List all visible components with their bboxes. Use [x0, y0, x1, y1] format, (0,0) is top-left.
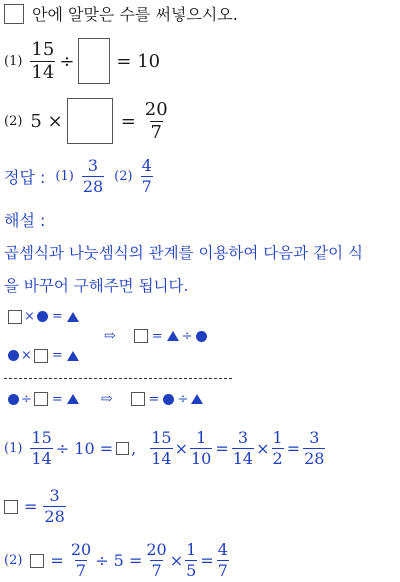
circle-icon	[196, 331, 207, 342]
fraction	[43, 488, 65, 525]
problem-1-label: (1)	[4, 53, 23, 69]
fraction	[232, 430, 254, 467]
fraction-numerator: 20	[144, 98, 168, 120]
fraction-denominator: 5	[186, 561, 197, 580]
fraction-numerator: 20	[70, 540, 92, 559]
fraction-numerator: 4	[217, 540, 228, 559]
fraction-numerator: 15	[151, 428, 172, 447]
equals-sign: =	[286, 439, 301, 458]
equals-sign: =	[24, 497, 38, 516]
box-icon	[30, 554, 44, 568]
circle-icon	[8, 350, 19, 361]
fraction-denominator: 28	[44, 507, 65, 526]
fraction-numerator: 15	[31, 428, 52, 447]
work-2-label: (2)	[4, 553, 23, 568]
box-icon	[116, 442, 129, 455]
diagram-row-2	[8, 348, 79, 363]
fraction-numerator: 3	[237, 428, 249, 447]
problem-1-fraction	[30, 38, 55, 83]
equals-sign: =	[51, 391, 63, 407]
equals-sign: =	[215, 439, 229, 458]
fraction-numerator: 3	[49, 486, 60, 505]
comma: ,	[131, 439, 137, 458]
instruction-row	[4, 2, 238, 25]
circle-icon	[163, 394, 174, 405]
fraction-numerator: 1	[186, 540, 197, 559]
work-1-result	[4, 488, 66, 525]
divide-sign: ÷	[21, 391, 32, 407]
fraction	[70, 542, 92, 579]
answer-1-fraction	[82, 158, 104, 195]
arrow-icon: ⇨	[100, 391, 113, 407]
fraction	[185, 542, 197, 579]
times-sign: ×	[24, 309, 35, 324]
triangle-icon	[167, 331, 179, 341]
work-2	[4, 542, 229, 579]
equals-sign: =	[50, 551, 64, 570]
arrow-icon: ⇨	[104, 328, 116, 344]
box-icon	[134, 329, 148, 343]
divide-five: ÷ 5 =	[95, 551, 143, 570]
triangle-icon	[67, 312, 79, 322]
triangle-icon	[67, 394, 79, 404]
problem-1-rhs: = 10	[116, 50, 161, 72]
solution-title: 해설 :	[4, 211, 46, 230]
divide-sign: ÷	[177, 391, 189, 407]
fraction	[190, 430, 212, 467]
problem-2-fraction	[144, 98, 169, 143]
circle-icon	[37, 311, 48, 322]
box-icon	[8, 310, 22, 324]
answer-2-fraction	[141, 158, 153, 195]
triangle-icon	[191, 394, 203, 404]
fraction	[303, 430, 325, 467]
times-sign: ×	[174, 439, 188, 458]
divide-sign: ÷	[181, 328, 193, 344]
equals-sign: =	[200, 551, 214, 570]
blank-box-icon	[4, 4, 24, 24]
box-icon	[4, 500, 18, 514]
fraction	[30, 430, 52, 467]
equals-sign: =	[120, 110, 136, 132]
answer-2-label: (2)	[114, 169, 133, 184]
circle-icon	[8, 394, 19, 405]
fraction-denominator: 7	[75, 561, 87, 580]
divide-ten: ÷ 10 =	[55, 439, 114, 458]
fraction-numerator: 15	[31, 38, 55, 60]
answer-box-1[interactable]	[78, 38, 110, 84]
work-1-label: (1)	[4, 441, 23, 456]
equals-sign: =	[51, 348, 63, 363]
fraction-numerator: 3	[309, 428, 320, 447]
fraction-denominator: 2	[272, 449, 283, 468]
times-sign: ×	[21, 348, 32, 363]
answer-row	[4, 158, 153, 195]
instruction-text: 안에 알맞은 수를 써넣으시오.	[32, 5, 238, 24]
fraction-numerator: 3	[87, 156, 99, 175]
box-icon	[34, 392, 48, 406]
equals-sign: =	[148, 391, 160, 407]
fraction-numerator: 20	[146, 540, 167, 559]
fraction	[150, 430, 172, 467]
problem-2-left: 5 ×	[30, 110, 63, 132]
fraction-numerator: 1	[272, 428, 283, 447]
times-sign: ×	[256, 439, 270, 458]
fraction-denominator: 7	[150, 121, 162, 143]
fraction-denominator: 14	[31, 449, 52, 468]
fraction	[272, 430, 284, 467]
diagram-row-3	[8, 391, 203, 407]
answer-box-2[interactable]	[67, 98, 113, 144]
times-sign: ×	[169, 551, 184, 570]
fraction	[145, 542, 167, 579]
fraction-denominator: 14	[232, 449, 254, 468]
fraction-numerator: 4	[141, 156, 152, 175]
diagram-row-1	[8, 309, 79, 324]
fraction-denominator: 7	[151, 561, 162, 580]
equals-sign: =	[51, 309, 63, 324]
work-1	[4, 430, 325, 467]
fraction-numerator: 1	[196, 428, 207, 447]
dashed-divider	[4, 378, 232, 379]
fraction-denominator: 28	[82, 177, 104, 196]
box-icon	[131, 392, 145, 406]
box-icon	[34, 349, 48, 363]
divide-sign: ÷	[59, 50, 75, 72]
fraction-denominator: 7	[217, 561, 228, 580]
fraction-denominator: 28	[304, 449, 325, 468]
fraction	[217, 542, 229, 579]
fraction-denominator: 10	[190, 449, 212, 468]
equals-sign: =	[151, 328, 163, 344]
problem-1	[4, 38, 160, 84]
answer-1-label: (1)	[55, 169, 74, 184]
fraction-denominator: 14	[31, 61, 55, 83]
solution-line-2: 을 바꾸어 구해주면 됩니다.	[4, 277, 189, 295]
answer-title: 정답 :	[4, 168, 46, 187]
triangle-icon	[67, 351, 79, 361]
fraction-denominator: 14	[151, 449, 172, 468]
diagram-result-1	[104, 328, 207, 344]
problem-2-label: (2)	[4, 113, 23, 129]
solution-line-1: 곱셈식과 나눗셈식의 관계를 이용하여 다음과 같이 식	[4, 244, 363, 262]
fraction-denominator: 7	[141, 177, 152, 196]
problem-2	[4, 98, 169, 144]
